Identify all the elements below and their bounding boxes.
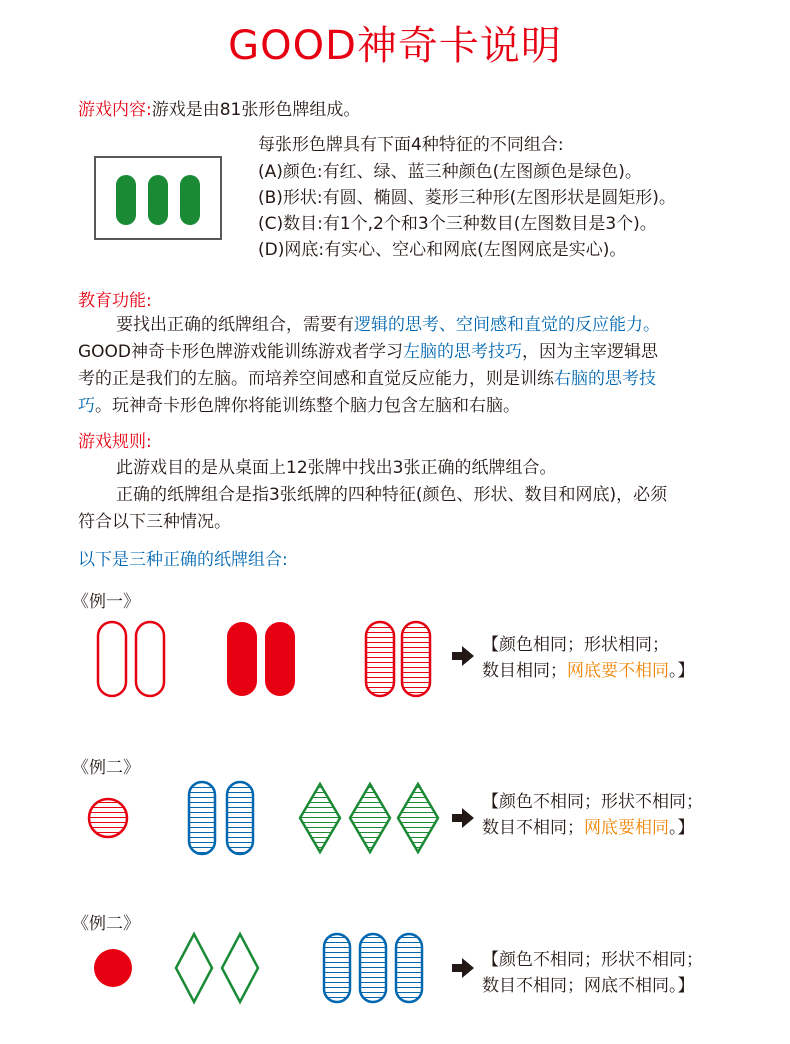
example-3-rule-line-1: 【颜色不相同；形状不相同； bbox=[482, 950, 703, 970]
rules-paragraph-2a: 正确的纸牌组合是指3张纸牌的四种特征(颜色、形状、数目和网底)，必须 bbox=[116, 485, 668, 505]
education-highlight: 巧 bbox=[78, 396, 95, 416]
page-title: GOOD神奇卡说明 bbox=[228, 23, 562, 69]
feature-item-d: (D)网底:有实心、空心和网底(左图网底是实心)。 bbox=[258, 240, 627, 260]
intro-label: 游戏内容: bbox=[78, 100, 152, 120]
oval-icon bbox=[324, 934, 350, 1002]
example-3-label: 《例二》 bbox=[72, 914, 140, 934]
feature-item-a: (A)颜色:有红、绿、蓝三种颜色(左图颜色是绿色)。 bbox=[258, 162, 642, 182]
example-3-rule-line-2: 数目不相同；网底不相同。】 bbox=[482, 976, 695, 996]
example-2-label: 《例二》 bbox=[72, 758, 140, 778]
rules-paragraph-1: 此游戏目的是从桌面上12张牌中找出3张正确的纸牌组合。 bbox=[116, 458, 557, 478]
rules-paragraph-2b: 符合以下三种情况。 bbox=[78, 512, 231, 532]
example-2-rule-line-1: 【颜色不相同；形状不相同； bbox=[482, 792, 703, 812]
education-highlight: 右脑的思考技 bbox=[554, 369, 656, 389]
example-1-label: 《例一》 bbox=[72, 592, 140, 612]
examples-heading: 以下是三种正确的纸牌组合: bbox=[78, 550, 288, 570]
education-text: 要找出正确的纸牌组合，需要有 bbox=[116, 315, 354, 335]
education-text: 。玩神奇卡形色牌你将能训练整个脑力包含左脑和右脑。 bbox=[95, 396, 520, 416]
education-text: 考的正是我们的左脑。而培养空间感和直觉反应能力，则是训练 bbox=[78, 369, 554, 389]
intro-text: 游戏是由81张形色牌组成。 bbox=[151, 100, 361, 120]
education-highlight: 左脑的思考技巧 bbox=[403, 342, 523, 362]
oval-icon bbox=[396, 934, 422, 1002]
example-1-rule-line-2: 数目相同；网底要不相同。】 bbox=[482, 661, 695, 681]
features-lead: 每张形色牌具有下面4种特征的不同组合: bbox=[258, 135, 564, 155]
example-2-rule-line-2: 数目不相同；网底要相同。】 bbox=[482, 818, 695, 838]
education-text: ，因为主宰逻辑思 bbox=[522, 342, 659, 362]
education-heading: 教育功能: bbox=[78, 291, 152, 311]
education-text: GOOD神奇卡形色牌游戏能训练游戏者学习 bbox=[78, 342, 404, 362]
diamond-icon bbox=[222, 934, 258, 1002]
education-highlight: 逻辑的思考、空间感和直觉的反应能力。 bbox=[354, 315, 660, 335]
oval-icon bbox=[360, 934, 386, 1002]
feature-item-c: (C)数目:有1个,2个和3个三种数目(左图数目是3个)。 bbox=[258, 214, 657, 234]
arrow-right-icon bbox=[452, 958, 474, 978]
circle-icon bbox=[94, 949, 132, 987]
diamond-icon bbox=[176, 934, 212, 1002]
feature-item-b: (B)形状:有圆、椭圆、菱形三种形(左图形状是圆矩形)。 bbox=[258, 188, 676, 208]
rules-heading: 游戏规则: bbox=[78, 432, 152, 452]
example-1-rule-line-1: 【颜色相同；形状相同； bbox=[482, 635, 669, 655]
